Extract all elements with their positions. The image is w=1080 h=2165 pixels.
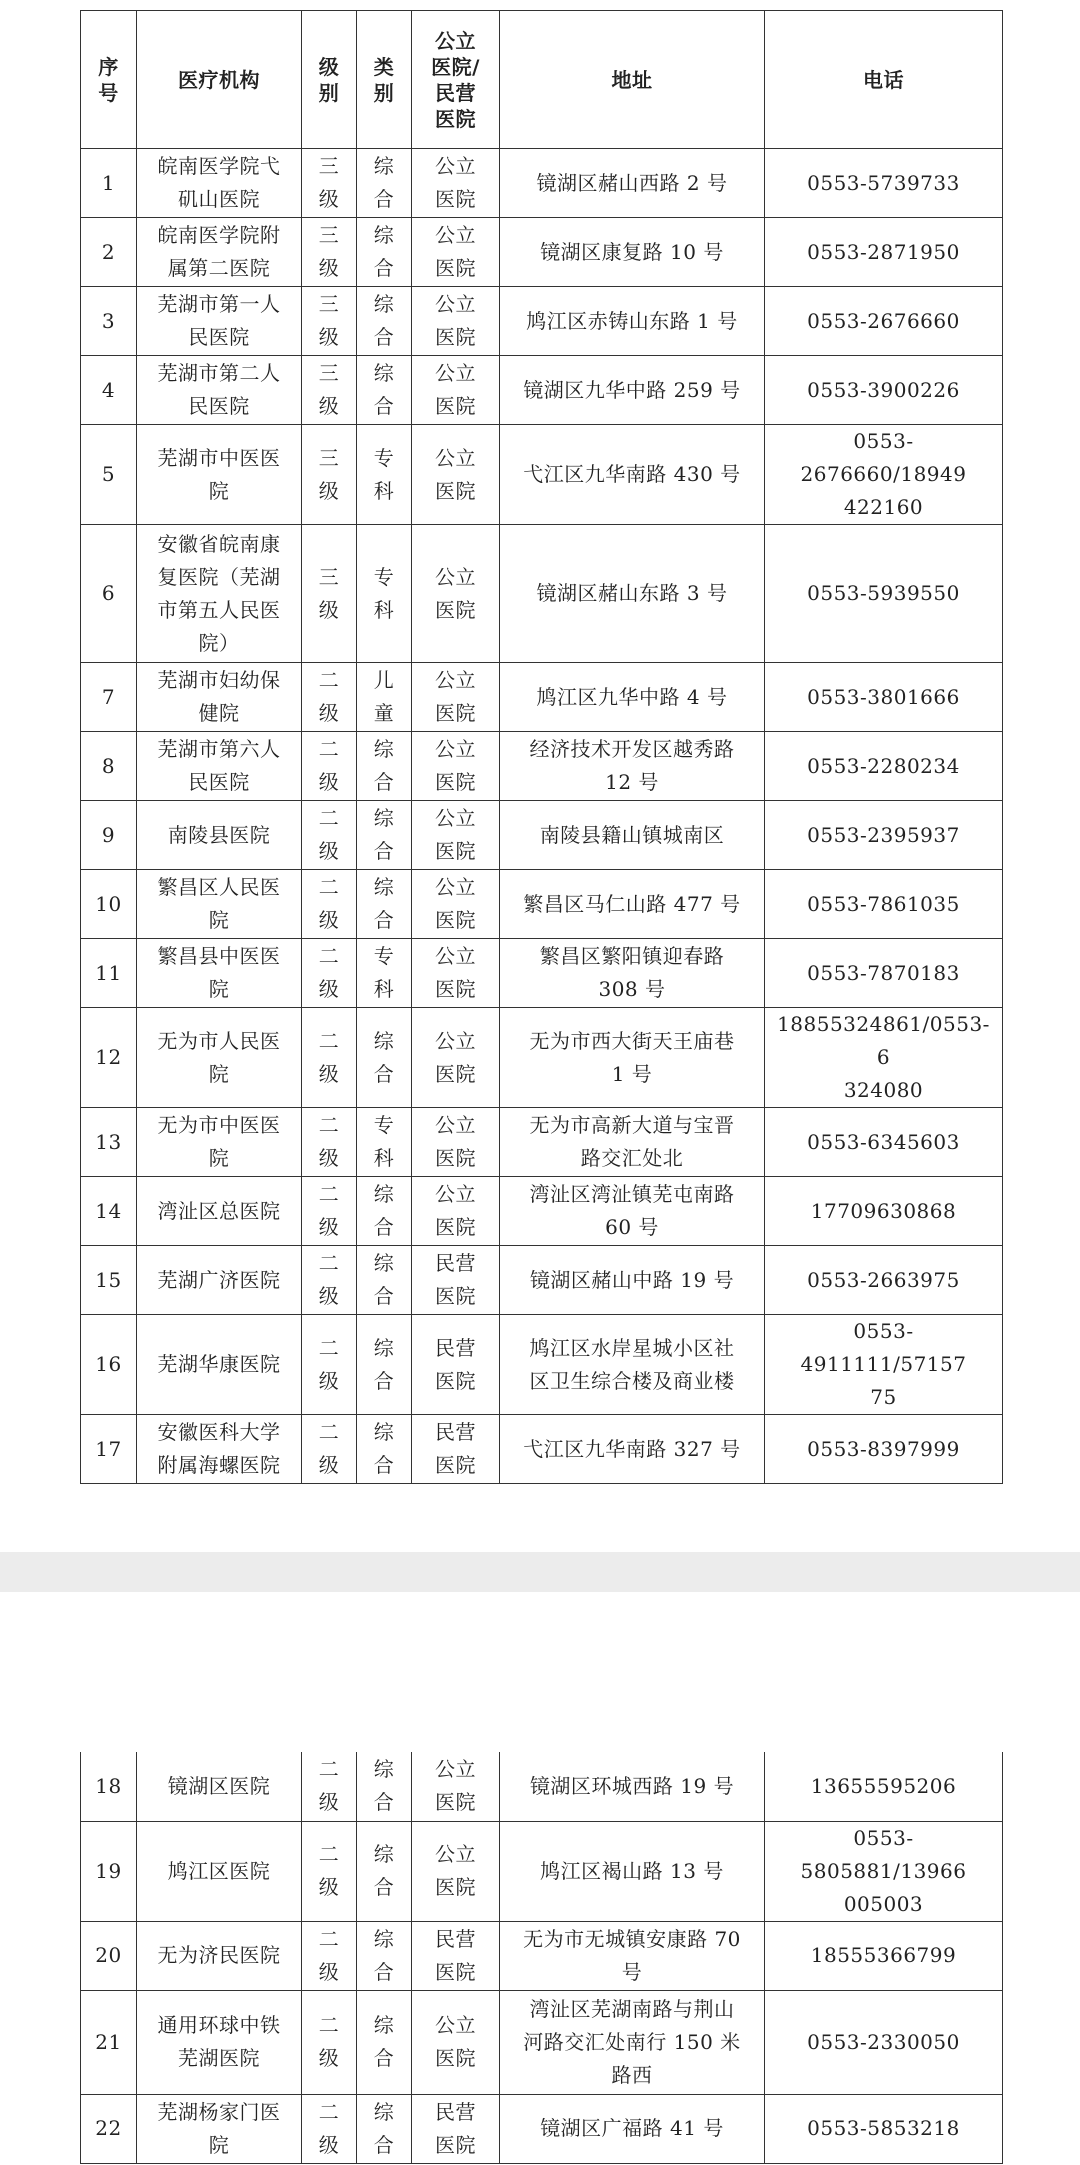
cell-ownership: 公立 医院: [412, 1108, 500, 1177]
cell-phone: 0553-2663975: [765, 1246, 1003, 1315]
cell-level: 三 级: [302, 149, 357, 218]
cell-level: 二 级: [302, 801, 357, 870]
cell-category: 综 合: [357, 870, 412, 939]
cell-ownership: 公立 医院: [412, 218, 500, 287]
cell-index: 22: [81, 2094, 137, 2163]
cell-institution: 芜湖广济医院: [137, 1246, 302, 1315]
cell-ownership: 公立 医院: [412, 732, 500, 801]
table-row: [81, 218, 1003, 287]
cell-phone: 0553-5739733: [765, 149, 1003, 218]
table-row: [81, 356, 1003, 425]
cell-institution: 无为市人民医 院: [137, 1008, 302, 1108]
cell-phone: 0553-2280234: [765, 732, 1003, 801]
cell-address: 湾沚区湾沚镇芜屯南路 60 号: [500, 1177, 765, 1246]
cell-institution: 芜湖杨家门医 院: [137, 2094, 302, 2163]
cell-phone: 0553-5805881/13966 005003: [765, 1821, 1003, 1921]
cell-category: 综 合: [357, 218, 412, 287]
cell-level: 二 级: [302, 939, 357, 1008]
cell-level: 二 级: [302, 663, 357, 732]
cell-institution: 安徽省皖南康 复医院（芜湖 市第五人民医 院）: [137, 525, 302, 663]
cell-category: 综 合: [357, 1990, 412, 2094]
cell-address: 弋江区九华南路 327 号: [500, 1415, 765, 1484]
table-row: [81, 1752, 1003, 1821]
cell-level: 三 级: [302, 218, 357, 287]
cell-index: 14: [81, 1177, 137, 1246]
cell-ownership: 公立 医院: [412, 149, 500, 218]
table-row: [81, 525, 1003, 663]
cell-category: 综 合: [357, 801, 412, 870]
table-row: [81, 1921, 1003, 1990]
cell-phone: 0553-6345603: [765, 1108, 1003, 1177]
cell-category: 专 科: [357, 1108, 412, 1177]
cell-address: 鸠江区九华中路 4 号: [500, 663, 765, 732]
cell-address: 镜湖区九华中路 259 号: [500, 356, 765, 425]
cell-phone: 17709630868: [765, 1177, 1003, 1246]
cell-phone: 0553-3900226: [765, 356, 1003, 425]
cell-institution: 繁昌区人民医 院: [137, 870, 302, 939]
cell-category: 专 科: [357, 425, 412, 525]
cell-address: 无为市无城镇安康路 70 号: [500, 1921, 765, 1990]
cell-ownership: 公立 医院: [412, 1177, 500, 1246]
table-row: [81, 425, 1003, 525]
cell-index: 13: [81, 1108, 137, 1177]
table-row: [81, 2094, 1003, 2163]
cell-index: 10: [81, 870, 137, 939]
cell-index: 11: [81, 939, 137, 1008]
cell-category: 综 合: [357, 1921, 412, 1990]
cell-category: 综 合: [357, 1821, 412, 1921]
cell-institution: 芜湖市第一人 民医院: [137, 287, 302, 356]
cell-address: 鸠江区水岸星城小区社 区卫生综合楼及商业楼: [500, 1315, 765, 1415]
cell-index: 16: [81, 1315, 137, 1415]
cell-phone: 0553-2395937: [765, 801, 1003, 870]
table-row: [81, 939, 1003, 1008]
cell-address: 镜湖区赭山西路 2 号: [500, 149, 765, 218]
page-separator: [0, 1552, 1080, 1592]
cell-ownership: 公立 医院: [412, 1752, 500, 1821]
cell-index: 6: [81, 525, 137, 663]
table-row: [81, 287, 1003, 356]
cell-phone: 0553-2676660: [765, 287, 1003, 356]
cell-level: 三 级: [302, 425, 357, 525]
cell-ownership: 公立 医院: [412, 870, 500, 939]
cell-ownership: 民营 医院: [412, 1415, 500, 1484]
header-category: 类 别: [357, 11, 412, 149]
cell-ownership: 公立 医院: [412, 525, 500, 663]
cell-ownership: 公立 医院: [412, 663, 500, 732]
cell-ownership: 民营 医院: [412, 2094, 500, 2163]
cell-institution: 皖南医学院附 属第二医院: [137, 218, 302, 287]
cell-phone: 0553-8397999: [765, 1415, 1003, 1484]
cell-index: 17: [81, 1415, 137, 1484]
cell-category: 专 科: [357, 939, 412, 1008]
hospital-table-part-2: [80, 1752, 1003, 2164]
cell-address: 湾沚区芜湖南路与荆山 河路交汇处南行 150 米 路西: [500, 1990, 765, 2094]
cell-level: 二 级: [302, 1752, 357, 1821]
cell-category: 综 合: [357, 1415, 412, 1484]
table-row: [81, 1246, 1003, 1315]
cell-institution: 南陵县医院: [137, 801, 302, 870]
cell-address: 繁昌区繁阳镇迎春路 308 号: [500, 939, 765, 1008]
cell-index: 5: [81, 425, 137, 525]
cell-address: 经济技术开发区越秀路 12 号: [500, 732, 765, 801]
cell-index: 4: [81, 356, 137, 425]
cell-ownership: 民营 医院: [412, 1315, 500, 1415]
header-institution: 医疗机构: [137, 11, 302, 149]
cell-index: 15: [81, 1246, 137, 1315]
cell-ownership: 民营 医院: [412, 1921, 500, 1990]
cell-category: 综 合: [357, 287, 412, 356]
cell-address: 弋江区九华南路 430 号: [500, 425, 765, 525]
cell-level: 二 级: [302, 1315, 357, 1415]
table-row: [81, 870, 1003, 939]
header-address: 地址: [500, 11, 765, 149]
cell-index: 2: [81, 218, 137, 287]
table-row: [81, 1177, 1003, 1246]
cell-address: 镜湖区广福路 41 号: [500, 2094, 765, 2163]
cell-level: 二 级: [302, 1008, 357, 1108]
cell-phone: 18555366799: [765, 1921, 1003, 1990]
cell-ownership: 公立 医院: [412, 801, 500, 870]
cell-category: 综 合: [357, 1752, 412, 1821]
cell-level: 二 级: [302, 1921, 357, 1990]
cell-index: 21: [81, 1990, 137, 2094]
cell-level: 二 级: [302, 1177, 357, 1246]
cell-institution: 通用环球中铁 芜湖医院: [137, 1990, 302, 2094]
hospital-table-part-1: [80, 10, 1003, 1484]
cell-level: 二 级: [302, 1415, 357, 1484]
cell-institution: 湾沚区总医院: [137, 1177, 302, 1246]
cell-category: 综 合: [357, 356, 412, 425]
table-row: [81, 1821, 1003, 1921]
cell-institution: 镜湖区医院: [137, 1752, 302, 1821]
cell-category: 综 合: [357, 2094, 412, 2163]
cell-index: 8: [81, 732, 137, 801]
cell-index: 20: [81, 1921, 137, 1990]
table-row: [81, 149, 1003, 218]
cell-institution: 芜湖市妇幼保 健院: [137, 663, 302, 732]
cell-institution: 芜湖市第六人 民医院: [137, 732, 302, 801]
header-level: 级 别: [302, 11, 357, 149]
cell-ownership: 公立 医院: [412, 425, 500, 525]
cell-institution: 繁昌县中医医 院: [137, 939, 302, 1008]
cell-address: 鸠江区褐山路 13 号: [500, 1821, 765, 1921]
cell-institution: 无为市中医医 院: [137, 1108, 302, 1177]
cell-index: 19: [81, 1821, 137, 1921]
cell-address: 镜湖区康复路 10 号: [500, 218, 765, 287]
cell-level: 二 级: [302, 2094, 357, 2163]
cell-phone: 0553-5853218: [765, 2094, 1003, 2163]
header-ownership: 公立 医院/ 民营 医院: [412, 11, 500, 149]
cell-institution: 皖南医学院弋 矶山医院: [137, 149, 302, 218]
cell-phone: 0553-3801666: [765, 663, 1003, 732]
cell-institution: 芜湖市中医医 院: [137, 425, 302, 525]
cell-address: 镜湖区环城西路 19 号: [500, 1752, 765, 1821]
cell-phone: 18855324861/0553-6 324080: [765, 1008, 1003, 1108]
cell-institution: 芜湖华康医院: [137, 1315, 302, 1415]
header-index: 序 号: [81, 11, 137, 149]
cell-institution: 无为济民医院: [137, 1921, 302, 1990]
cell-ownership: 公立 医院: [412, 287, 500, 356]
cell-level: 二 级: [302, 870, 357, 939]
cell-category: 综 合: [357, 1315, 412, 1415]
cell-category: 综 合: [357, 1008, 412, 1108]
cell-level: 二 级: [302, 1821, 357, 1921]
cell-phone: 13655595206: [765, 1752, 1003, 1821]
cell-ownership: 公立 医院: [412, 356, 500, 425]
cell-index: 12: [81, 1008, 137, 1108]
cell-level: 三 级: [302, 356, 357, 425]
table-row: [81, 663, 1003, 732]
table-row: [81, 1008, 1003, 1108]
table-row: [81, 1108, 1003, 1177]
table-row: [81, 801, 1003, 870]
cell-address: 无为市西大街天王庙巷 1 号: [500, 1008, 765, 1108]
cell-level: 三 级: [302, 287, 357, 356]
cell-ownership: 公立 医院: [412, 1990, 500, 2094]
cell-category: 专 科: [357, 525, 412, 663]
cell-category: 综 合: [357, 732, 412, 801]
table-row: [81, 732, 1003, 801]
cell-ownership: 公立 医院: [412, 1821, 500, 1921]
cell-address: 无为市高新大道与宝晋 路交汇处北: [500, 1108, 765, 1177]
cell-index: 3: [81, 287, 137, 356]
table-row: [81, 1990, 1003, 2094]
cell-category: 综 合: [357, 1177, 412, 1246]
cell-institution: 芜湖市第二人 民医院: [137, 356, 302, 425]
cell-phone: 0553-7870183: [765, 939, 1003, 1008]
header-phone: 电话: [765, 11, 1003, 149]
table-header-row: [81, 11, 1003, 149]
cell-phone: 0553-5939550: [765, 525, 1003, 663]
cell-institution: 安徽医科大学 附属海螺医院: [137, 1415, 302, 1484]
cell-index: 7: [81, 663, 137, 732]
cell-category: 儿 童: [357, 663, 412, 732]
cell-address: 鸠江区赤铸山东路 1 号: [500, 287, 765, 356]
cell-address: 镜湖区赭山东路 3 号: [500, 525, 765, 663]
cell-ownership: 民营 医院: [412, 1246, 500, 1315]
cell-phone: 0553-7861035: [765, 870, 1003, 939]
cell-phone: 0553-2871950: [765, 218, 1003, 287]
cell-index: 9: [81, 801, 137, 870]
cell-index: 18: [81, 1752, 137, 1821]
cell-level: 二 级: [302, 1108, 357, 1177]
cell-institution: 鸠江区医院: [137, 1821, 302, 1921]
cell-address: 镜湖区赭山中路 19 号: [500, 1246, 765, 1315]
cell-phone: 0553-4911111/57157 75: [765, 1315, 1003, 1415]
cell-address: 繁昌区马仁山路 477 号: [500, 870, 765, 939]
cell-ownership: 公立 医院: [412, 1008, 500, 1108]
table-row: [81, 1315, 1003, 1415]
table-row: [81, 1415, 1003, 1484]
cell-level: 二 级: [302, 1990, 357, 2094]
cell-category: 综 合: [357, 149, 412, 218]
cell-address: 南陵县籍山镇城南区: [500, 801, 765, 870]
cell-level: 二 级: [302, 1246, 357, 1315]
cell-index: 1: [81, 149, 137, 218]
cell-level: 三 级: [302, 525, 357, 663]
cell-ownership: 公立 医院: [412, 939, 500, 1008]
cell-level: 二 级: [302, 732, 357, 801]
cell-phone: 0553-2330050: [765, 1990, 1003, 2094]
cell-phone: 0553-2676660/18949 422160: [765, 425, 1003, 525]
cell-category: 综 合: [357, 1246, 412, 1315]
